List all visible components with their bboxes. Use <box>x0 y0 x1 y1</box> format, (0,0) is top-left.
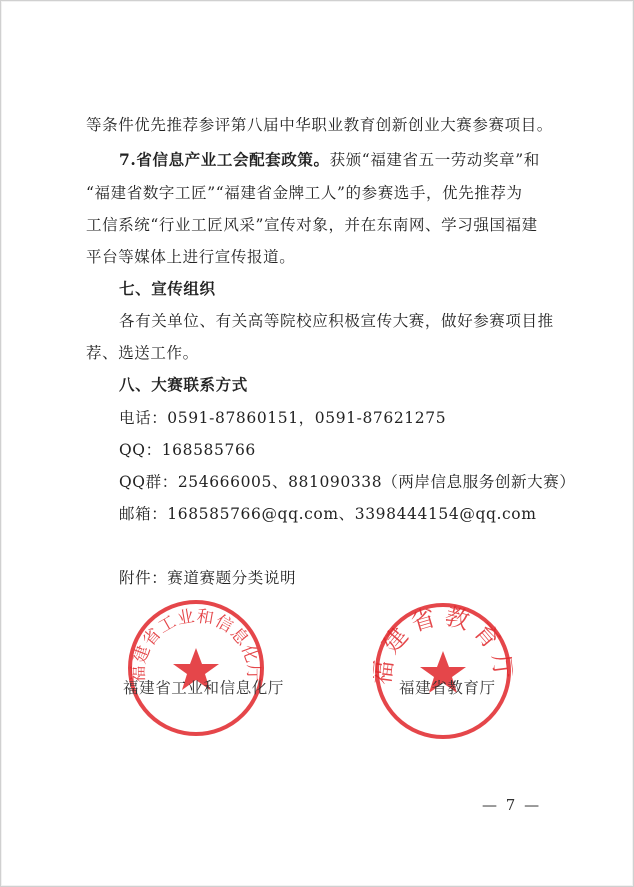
official-seal-right <box>373 601 513 741</box>
contact-qq: QQ：168585766 <box>119 441 256 459</box>
paragraph-line: 工信系统“行业工匠风采”宣传对象，并在东南网、学习强国福建 <box>86 216 538 234</box>
section-heading-publicity: 七、宣传组织 <box>119 279 216 298</box>
contact-phone: 电话：0591-87860151，0591-87621275 <box>119 409 447 427</box>
paragraph-line: 等条件优先推荐参评第八届中华职业教育创新创业大赛参赛项目。 <box>86 116 553 134</box>
official-seal-left <box>126 598 266 738</box>
paragraph-line <box>119 148 540 170</box>
paragraph-line: 平台等媒体上进行宣传报道。 <box>86 248 296 266</box>
signature-left: 福建省工业和信息化厅 <box>123 679 285 697</box>
paragraph-line: 荐、选送工作。 <box>86 344 199 362</box>
contact-email: 邮箱：168585766@qq.com、3398444154@qq.com <box>119 505 537 523</box>
svg-text:福建省教育厅: 建省教育 <box>376 601 510 659</box>
paragraph-text: 获颁“福建省五一劳动奖章”和 <box>329 151 540 169</box>
policy-title: 7.省信息产业工会配套政策。 <box>119 150 330 169</box>
section-heading-contact: 八、大赛联系方式 <box>119 375 248 394</box>
paragraph-line: “福建省数字工匠”“福建省金牌工人”的参赛选手，优先推荐为 <box>86 184 523 202</box>
svg-text:福建省工业和信息化厅: 福建省工业和信息化厅 <box>128 606 264 683</box>
contact-qq-group: QQ群：254666005、881090338（两岸信息服务创新大赛） <box>119 473 576 491</box>
page-number: — 7 — <box>482 796 542 814</box>
paragraph-line: 各有关单位、有关高等院校应积极宣传大赛，做好参赛项目推 <box>119 312 554 330</box>
attachment-note: 附件：赛道赛题分类说明 <box>119 569 297 587</box>
signature-right: 福建省教育厅 <box>399 679 496 697</box>
